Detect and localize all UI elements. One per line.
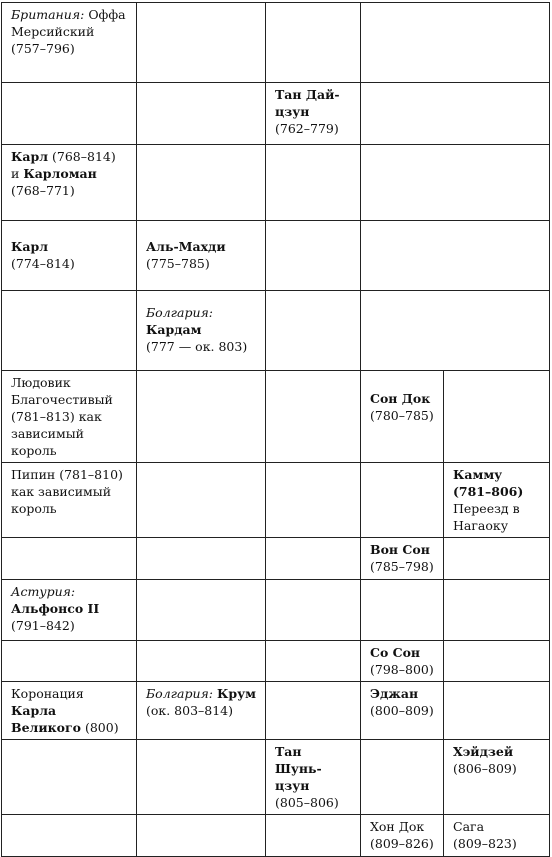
table-row — [2, 291, 550, 371]
ruler-dates: (781–806) — [453, 484, 524, 499]
cell-empty — [444, 371, 550, 463]
ruler-dates: (757–796) — [11, 41, 75, 56]
cell-empty — [361, 580, 444, 641]
ruler-name: Кардам — [146, 322, 202, 337]
cell-empty — [361, 83, 550, 145]
ruler-dates: (768–771) — [11, 183, 75, 198]
table-row — [2, 221, 550, 291]
table-row — [2, 641, 550, 682]
ruler-name: Крум — [216, 686, 256, 701]
cell-so-son — [361, 641, 444, 682]
cell-empty — [137, 3, 266, 83]
cell-empty — [137, 641, 266, 682]
ruler-dates: (780–785) — [370, 408, 434, 423]
cell-empty — [444, 641, 550, 682]
cell-al-mahdi — [137, 221, 266, 291]
cell-bulgaria-krum — [137, 682, 266, 740]
cell-empty — [361, 221, 550, 291]
cell-empty — [361, 291, 550, 371]
ruler-dates: (791–842) — [11, 618, 75, 633]
table-row — [2, 463, 550, 538]
cell-empty — [2, 83, 137, 145]
ruler-name: Вон Сон — [370, 542, 430, 557]
ruler-dates: (774–814) — [11, 256, 75, 271]
cell-empty — [361, 740, 444, 815]
cell-empty — [137, 740, 266, 815]
cell-coronation — [2, 682, 137, 740]
cell-empty — [266, 291, 361, 371]
ruler-dates: (762–779) — [275, 121, 339, 136]
cell-empty — [444, 538, 550, 580]
ruler-name: Карла Великого — [11, 703, 81, 735]
cell-karl — [2, 221, 137, 291]
region-label: Болгария: — [146, 305, 213, 320]
table-row — [2, 538, 550, 580]
ruler-name: Аль-Махди — [146, 239, 226, 254]
cell-tang-daizong — [266, 83, 361, 145]
cell-empty — [266, 145, 361, 221]
cell-empty — [361, 3, 550, 83]
cell-saga — [444, 815, 550, 857]
chronology-table — [1, 2, 550, 857]
cell-empty — [266, 815, 361, 857]
cell-empty — [266, 221, 361, 291]
cell-empty — [137, 538, 266, 580]
table-row — [2, 3, 550, 83]
cell-britain-offa — [2, 3, 137, 83]
ruler-dates: (785–798) — [370, 559, 434, 574]
ruler-dates: (809–823) — [453, 836, 517, 851]
cell-empty — [2, 815, 137, 857]
cell-empty — [137, 83, 266, 145]
cell-son-dok — [361, 371, 444, 463]
table-row — [2, 580, 550, 641]
cell-empty — [137, 145, 266, 221]
table-row — [2, 83, 550, 145]
cell-empty — [266, 371, 361, 463]
cell-pipin — [2, 463, 137, 538]
cell-empty — [2, 740, 137, 815]
cell-ludovik — [2, 371, 137, 463]
event-text: Людовик Благочестивый (781–813) как зависимый король — [11, 375, 113, 458]
region-label: Британия: — [11, 7, 85, 22]
cell-heizei — [444, 740, 550, 815]
ruler-name: Хон Док — [370, 819, 425, 834]
ruler-name: Оффа Мерсийский — [11, 7, 126, 39]
cell-empty — [361, 463, 444, 538]
table-row — [2, 371, 550, 463]
cell-empty — [266, 641, 361, 682]
table-row — [2, 145, 550, 221]
cell-empty — [2, 291, 137, 371]
cell-empty — [266, 3, 361, 83]
ruler-name: Сон Док — [370, 391, 431, 406]
cell-hon-dok — [361, 815, 444, 857]
cell-empty — [266, 463, 361, 538]
ruler-name: Эджан — [370, 686, 419, 701]
cell-empty — [444, 682, 550, 740]
cell-empty — [137, 371, 266, 463]
ruler-dates: (768–814) — [52, 149, 116, 164]
cell-karl-karloman — [2, 145, 137, 221]
region-label: Болгария: — [146, 686, 213, 701]
ruler-dates: (800–809) — [370, 703, 434, 718]
ruler-dates: (ок. 803–814) — [146, 703, 234, 718]
cell-empty — [361, 145, 550, 221]
table-row — [2, 740, 550, 815]
cell-empty — [266, 580, 361, 641]
cell-empty — [444, 580, 550, 641]
table-row — [2, 815, 550, 857]
ruler-dates: (775–785) — [146, 256, 210, 271]
region-label: Астурия: — [11, 584, 76, 599]
ruler-name: Сага — [453, 819, 485, 834]
ruler-dates: (798–800) — [370, 662, 434, 677]
cell-empty — [266, 682, 361, 740]
cell-empty — [137, 815, 266, 857]
ruler-dates: (806–809) — [453, 761, 517, 776]
cell-kammu — [444, 463, 550, 538]
ruler-name: Карломан — [23, 166, 97, 181]
event-year: (800) — [84, 720, 119, 735]
cell-empty — [266, 538, 361, 580]
cell-asturia-alfonso — [2, 580, 137, 641]
ruler-dates: (805–806) — [275, 795, 339, 810]
ruler-name: Тан Дай-цзун — [275, 87, 340, 119]
cell-von-son — [361, 538, 444, 580]
ruler-dates: (809–826) — [370, 836, 434, 851]
ruler-name: Альфонсо II — [11, 601, 100, 616]
ruler-name: Карл — [11, 239, 49, 254]
ruler-name: Камму — [453, 467, 503, 482]
ruler-dates: (777 — ок. 803) — [146, 339, 248, 354]
cell-empty — [2, 538, 137, 580]
ruler-name: Тан Шунь-цзун — [275, 744, 322, 793]
conjunction: и — [11, 166, 20, 181]
cell-empty — [137, 580, 266, 641]
event-text: Коронация — [11, 686, 84, 701]
ruler-name: Хэйдзей — [453, 744, 514, 759]
cell-bulgaria-kardam — [137, 291, 266, 371]
ruler-name: Со Сон — [370, 645, 421, 660]
cell-empty — [137, 463, 266, 538]
table-row — [2, 682, 550, 740]
cell-empty — [2, 641, 137, 682]
event-note: Переезд в Нагаоку — [453, 501, 520, 533]
cell-tang-shunzong — [266, 740, 361, 815]
event-text: Пипин (781–810) как зависимый король — [11, 467, 123, 516]
ruler-name: Карл — [11, 149, 49, 164]
cell-edzhan — [361, 682, 444, 740]
